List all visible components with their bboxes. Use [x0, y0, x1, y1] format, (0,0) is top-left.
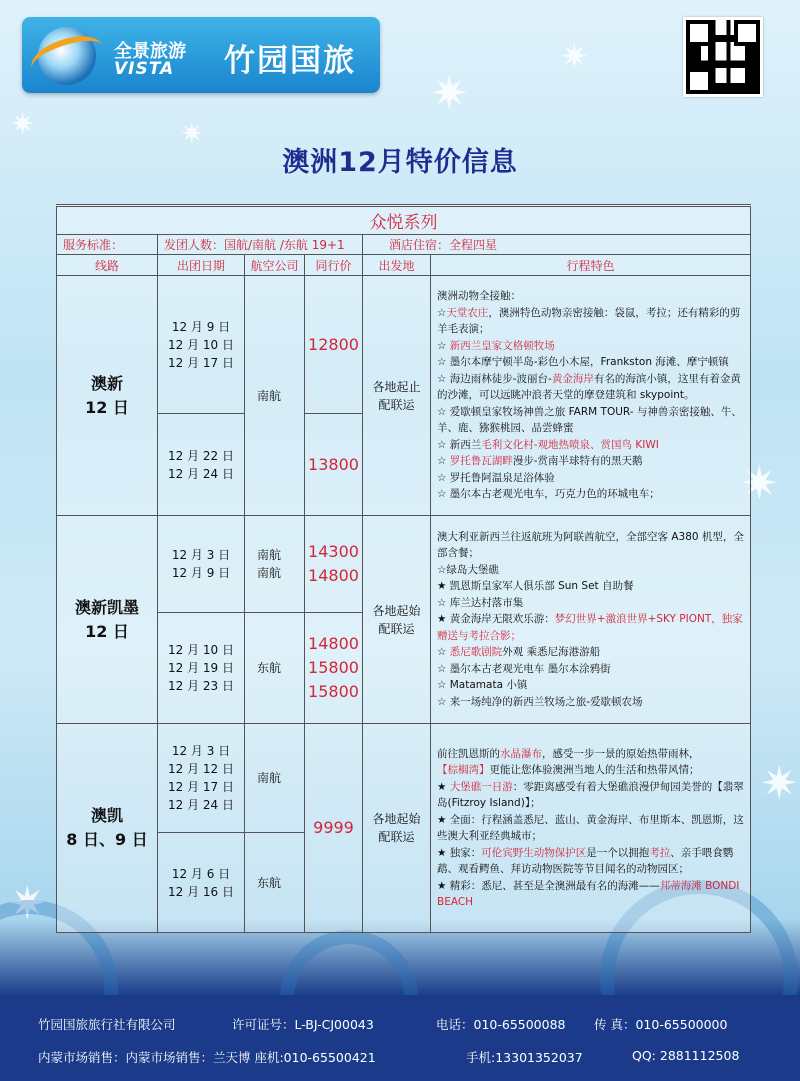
price-cell: 9999	[305, 724, 363, 933]
dates-cell: 12 月 9 日 12 月 10 日 12 月 17 日	[158, 276, 245, 414]
header-dates: 出团日期	[158, 255, 245, 276]
feature-line: 澳洲动物全接触：	[437, 290, 521, 303]
price-cell: 12800	[305, 276, 363, 414]
footer-fax: 传 真：010-65500000	[594, 1017, 728, 1032]
airline-cell: 东航	[245, 833, 305, 933]
logo-cn-text: 全景旅游	[114, 41, 186, 62]
feature-line: ☆ 罗托鲁阿温泉足浴体验	[437, 471, 555, 484]
service-hotel: 酒店住宿：全程四星	[363, 235, 751, 255]
footer-sales: 内蒙市场销售：内蒙市场销售：兰天博 座机:010-65500421	[38, 1050, 376, 1065]
background-star: ✷	[760, 756, 799, 810]
feature-line: ☆天堂农庄，澳洲特色动物亲密接触：袋鼠，考拉；还有精彩的剪羊毛表演；	[437, 306, 741, 336]
airline-cell: 南航	[245, 276, 305, 516]
itinerary-features	[431, 724, 751, 933]
qr-code	[683, 17, 763, 97]
feature-line: ★ 全面：行程涵盖悉尼、蓝山、黄金海岸、布里斯本、凯恩斯，这些澳大利亚经典城市；	[437, 813, 744, 842]
footer-company: 竹园国旅旅行社有限公司	[38, 1017, 176, 1032]
feature-line: ☆ 海边雨林徒步-波丽台-黄金海岸有名的海滨小镇，这里有着金黄的沙滩，可以远眺冲浪者天堂的摩登建筑和 skypoint。	[437, 372, 741, 402]
departure-cell: 各地起始 配联运	[363, 516, 431, 724]
dates-cell: 12 月 6 日 12 月 16 日	[158, 833, 245, 933]
feature-line: ☆ Matamata 小镇	[437, 679, 528, 692]
feature-line: ☆ 来一场纯净的新西兰牧场之旅-爱歇顿农场	[437, 695, 643, 708]
dates-cell: 12 月 10 日 12 月 19 日 12 月 23 日	[158, 613, 245, 724]
price-table	[56, 204, 751, 933]
feature-line: ☆绿岛大堡礁	[437, 563, 499, 576]
route-cell: 澳新 12 日	[57, 276, 158, 516]
header-airline: 航空公司	[245, 255, 305, 276]
footer-phone: 电话：010-65500088	[436, 1017, 566, 1032]
header-departure: 出发地	[363, 255, 431, 276]
header-features: 行程特色	[431, 255, 751, 276]
dates-cell: 12 月 22 日 12 月 24 日	[158, 414, 245, 516]
itinerary-features	[431, 516, 751, 724]
background-star: ✷	[430, 66, 469, 120]
price-cell: 14300 14800	[305, 516, 363, 613]
background-star: ✷	[180, 117, 204, 150]
feature-line: ☆ 悉尼歌剧院外观 乘悉尼海港游船	[437, 646, 601, 659]
feature-line: ★ 凯恩斯皇家军人俱乐部 Sun Set 自助餐	[437, 580, 634, 593]
feature-line: ★ 大堡礁一日游：零距离感受有着大堡礁浪漫伊甸园美誉的【翡翠岛(Fitzroy Island)】；	[437, 780, 744, 809]
feature-line: ☆ 库兰达村落市集	[437, 596, 524, 609]
header-price: 同行价	[305, 255, 363, 276]
feature-line: 前往凯恩斯的水晶瀑布，感受一步一景的原始热带雨林，【棕榈湾】更能让您体验澳洲当地人的生活和热带风情；	[437, 747, 700, 776]
airline-cell: 东航	[245, 613, 305, 724]
service-group: 发团人数：国航/南航 /东航 19+1	[158, 235, 363, 255]
price-cell: 14800 15800 15800	[305, 613, 363, 724]
price-cell: 13800	[305, 414, 363, 516]
departure-cell: 各地起始 配联运	[363, 724, 431, 933]
dates-cell: 12 月 3 日 12 月 9 日	[158, 516, 245, 613]
feature-line: ★ 黄金海岸无限欢乐游：梦幻世界+激浪世界+SKY PIONT，独家赠送与考拉合影；	[437, 613, 743, 642]
footer	[0, 995, 800, 1081]
logo-en-text: VISTA	[114, 59, 175, 79]
feature-line: ★ 独家：可伦宾野生动物保护区是一个以拥抱考拉、亲手喂食鹦鹉、观看鳄鱼、拜访动物医院等节目闻名的动物园区；	[437, 846, 734, 875]
feature-line: ☆ 罗托鲁瓦湖畔漫步-赏南半球特有的黑天鹅	[437, 455, 643, 468]
company-logo	[22, 17, 380, 93]
footer-qq: QQ: 2881112508	[632, 1048, 740, 1063]
route-cell: 澳凯 8 日、9 日	[57, 724, 158, 933]
footer-mobile: 手机:13301352037	[466, 1050, 583, 1065]
airline-cell: 南航 南航	[245, 516, 305, 613]
feature-line: ☆ 爱歇顿皇家牧场神兽之旅 FARM TOUR- 与神兽亲密接触、牛、羊、鹿、猕猴桃园、品尝蜂蜜	[437, 405, 742, 435]
feature-line: 澳大利亚新西兰往返航班为阿联酋航空，全部空客 A380 机型，全部含餐；	[437, 530, 744, 560]
logo-brand-text: 竹园国旅	[224, 43, 356, 79]
page-title: 澳洲12月特价信息	[282, 147, 518, 178]
feature-line: ☆ 墨尔本摩宁顿半岛-彩色小木屋，Frankston 海滩、摩宁顿镇	[437, 356, 729, 369]
header-route: 线路	[57, 255, 158, 276]
feature-line: ☆ 墨尔本古老观光电车 墨尔本涂鸦街	[437, 662, 611, 675]
itinerary-features	[431, 276, 751, 516]
dates-cell: 12 月 3 日 12 月 12 日 12 月 17 日 12 月 24 日	[158, 724, 245, 833]
departure-cell: 各地起止 配联运	[363, 276, 431, 516]
background-star: ✷	[8, 876, 47, 930]
series-title: 众悦系列	[57, 206, 751, 235]
airline-cell: 南航	[245, 724, 305, 833]
feature-line: ☆ 墨尔本古老观光电车，巧克力色的环城电车；	[437, 488, 660, 501]
background-star: ✷	[740, 456, 779, 510]
service-label: 服务标准：	[57, 235, 158, 255]
footer-license: 许可证号：L-BJ-CJ00043	[232, 1017, 374, 1032]
background-star: ✷	[560, 37, 589, 77]
feature-line: ☆ 新西兰毛利文化村-观地热喷泉、赏国鸟 KIWI	[437, 438, 659, 451]
route-cell: 澳新凯墨 12 日	[57, 516, 158, 724]
feature-line: ☆ 新西兰皇家文格顿牧场	[437, 339, 555, 352]
feature-line: ★ 精彩：悉尼、甚至是全澳洲最有名的海滩——邦蒂海滩 BONDI BEACH	[437, 879, 740, 908]
background-star: ✷	[10, 107, 36, 142]
